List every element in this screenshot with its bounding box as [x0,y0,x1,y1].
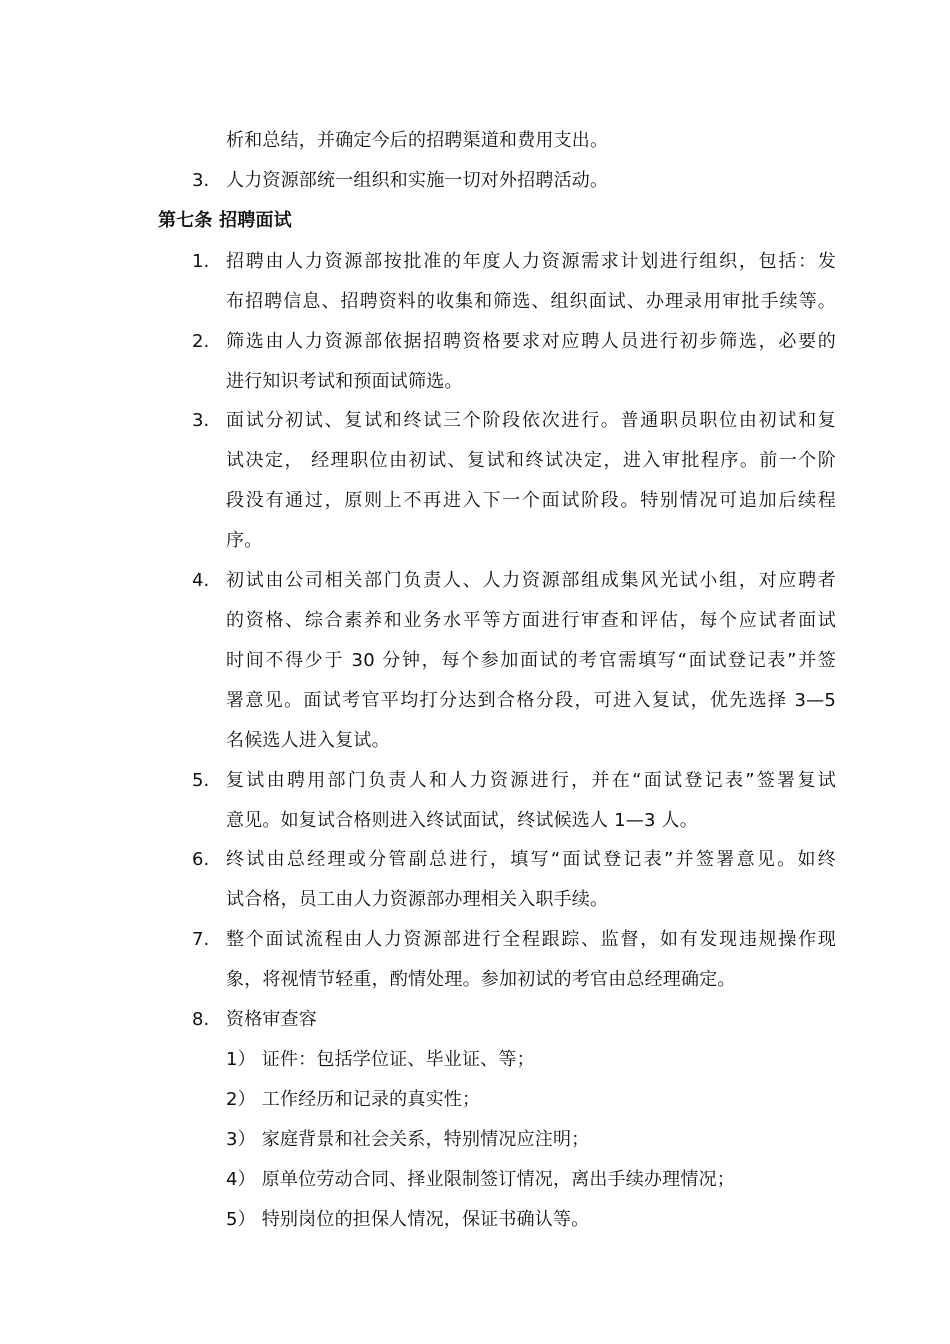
list-item-line: 名候选人进入复试。 [226,730,390,751]
list-item-number: 5. [192,770,210,791]
list-item-line: 招聘由人力资源部按批准的年度人力资源需求计划进行组织，包括：发 [226,251,836,272]
list-item-line: 资格审查容 [226,1009,317,1030]
sub-list-item: 5） 特别岗位的担保人情况，保证书确认等。 [226,1209,590,1230]
intro-item-3-text: 人力资源部统一组织和实施一切对外招聘活动。 [226,170,609,191]
sub-list-item: 2） 工作经历和记录的真实性； [226,1089,481,1110]
list-item-number: 3. [192,410,210,431]
intro-continuation-line: 析和总结，并确定今后的招聘渠道和费用支出。 [226,130,609,151]
list-item-number: 8. [192,1009,210,1030]
list-item-number: 7. [192,929,210,950]
list-item-line: 段没有通过，原则上不再进入下一个面试阶段。特别情况可追加后续程 [226,490,836,511]
list-item-number: 2. [192,331,210,352]
list-item-line: 时间不得少于 30 分钟，每个参加面试的考官需填写“面试登记表”并签 [226,650,836,671]
list-item-line: 试合格，员工由人力资源部办理相关入职手续。 [226,889,609,910]
section-heading: 第七条 招聘面试 [158,210,292,231]
list-item-number: 4. [192,570,210,591]
list-item-line: 象，将视情节轻重，酌情处理。参加初试的考官由总经理确定。 [226,969,736,990]
list-item-line: 面试分初试、复试和终试三个阶段依次进行。普通职员职位由初试和复 [226,410,836,431]
list-item-line: 署意见。面试考官平均打分达到合格分段，可进入复试，优先选择 3—5 [226,690,836,711]
list-item-line: 布招聘信息、招聘资料的收集和筛选、组织面试、办理录用审批手续等。 [226,291,836,312]
list-item-line: 序。 [226,530,263,551]
sub-list-item: 4） 原单位劳动合同、择业限制签订情况，离出手续办理情况； [226,1169,735,1190]
list-item-line: 试决定， 经理职位由初试、复试和终试决定，进入审批程序。前一个阶 [226,450,836,471]
list-item-line: 的资格、综合素养和业务水平等方面进行审查和评估，每个应试者面试 [226,610,836,631]
list-item-line: 进行知识考试和预面试筛选。 [226,371,463,392]
list-item-line: 复试由聘用部门负责人和人力资源进行，并在“面试登记表”签署复试 [226,770,836,791]
list-item-line: 筛选由人力资源部依据招聘资格要求对应聘人员进行初步筛选，必要的 [226,331,836,352]
list-item-number: 1. [192,251,210,272]
sub-list-item: 1） 证件：包括学位证、毕业证、等； [226,1049,535,1070]
list-item-number: 6. [192,849,210,870]
list-item-line: 意见。如复试合格则进入终试面试，终试候选人 1—3 人。 [226,810,698,831]
list-item-line: 终试由总经理或分管副总进行，填写“面试登记表”并签署意见。如终 [226,849,836,870]
sub-list-item: 3） 家庭背景和社会关系，特别情况应注明； [226,1129,590,1150]
list-item-line: 整个面试流程由人力资源部进行全程跟踪、监督，如有发现违规操作现 [226,929,836,950]
intro-item-3-number: 3. [192,170,210,191]
list-item-line: 初试由公司相关部门负责人、人力资源部组成集风光试小组，对应聘者 [226,570,836,591]
